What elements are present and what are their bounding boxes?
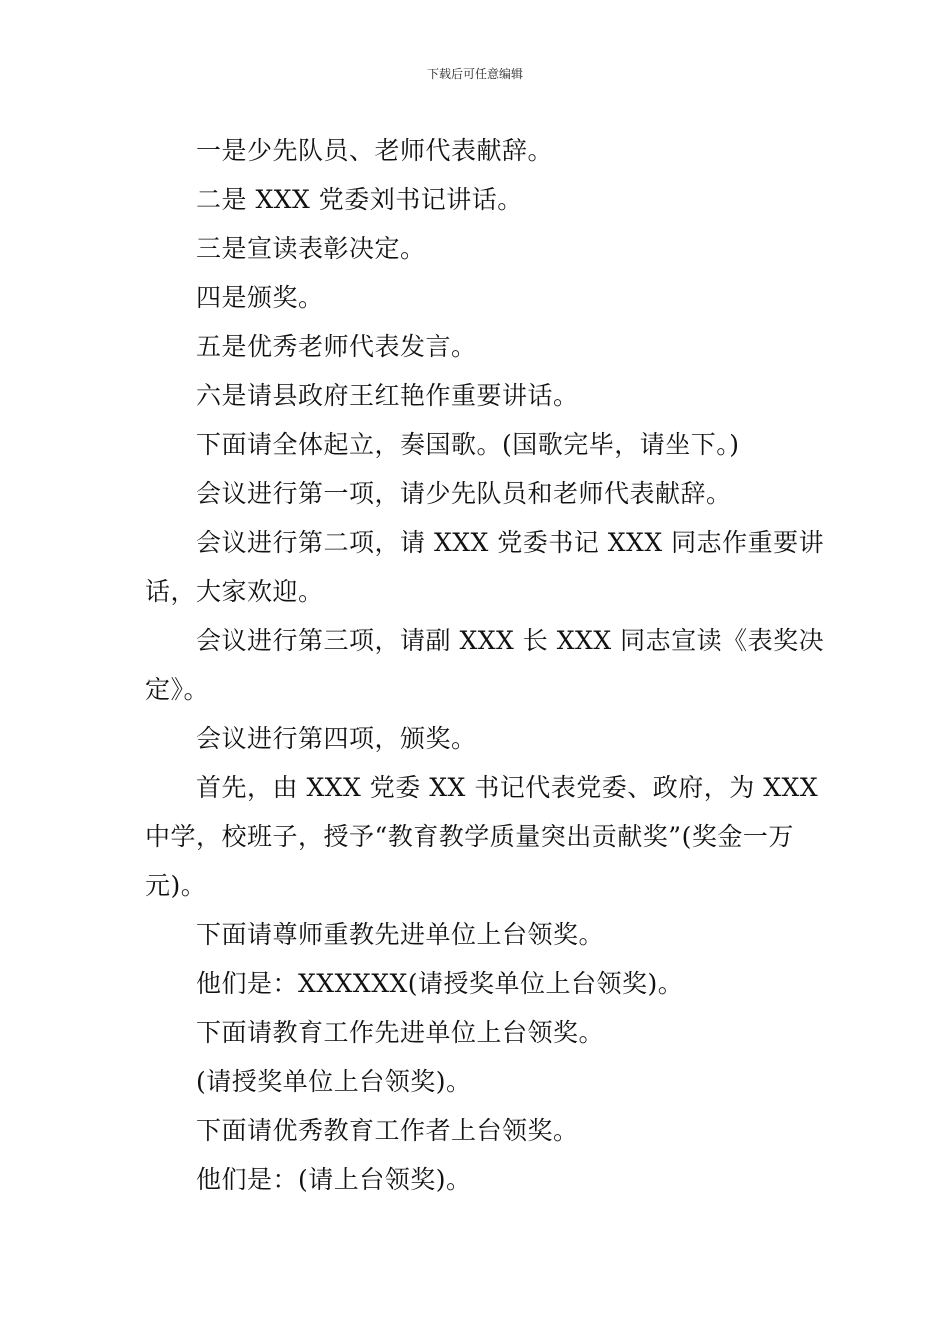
paragraph: 下面请尊师重教先进单位上台领奖。	[196, 920, 605, 949]
paragraph: (请授奖单位上台领奖)。	[196, 1067, 472, 1096]
page-header: 下载后可任意编辑	[426, 67, 523, 81]
paragraph: 首先，由 XXX 党委 XX 书记代表党委、政府，为 XXX 中学，校班子，授予“教育教学质量突出贡献奖”(奖金一万元)。	[145, 773, 819, 900]
paragraph: 会议进行第四项，颁奖。	[196, 724, 477, 753]
paragraph: 他们是：XXXXXX(请授奖单位上台领奖)。	[196, 969, 684, 998]
paragraph: 下面请全体起立，奏国歌。(国歌完毕，请坐下。)	[196, 430, 740, 459]
paragraph: 六是请县政府王红艳作重要讲话。	[196, 381, 579, 410]
paragraph: 他们是：(请上台领奖)。	[196, 1165, 472, 1194]
paragraph: 会议进行第二项，请 XXX 党委书记 XXX 同志作重要讲话，大家欢迎。	[145, 528, 825, 606]
paragraph: 二是 XXX 党委刘书记讲话。	[196, 185, 523, 214]
document-body	[145, 126, 833, 1204]
paragraph: 一是少先队员、老师代表献辞。	[196, 136, 554, 165]
paragraph: 会议进行第一项，请少先队员和老师代表献辞。	[196, 479, 732, 508]
paragraph: 会议进行第三项，请副 XXX 长 XXX 同志宣读《表奖决定》。	[145, 626, 825, 704]
paragraph: 三是宣读表彰决定。	[196, 234, 426, 263]
paragraph: 下面请优秀教育工作者上台领奖。	[196, 1116, 579, 1145]
paragraph: 五是优秀老师代表发言。	[196, 332, 477, 361]
paragraph: 四是颁奖。	[196, 283, 324, 312]
paragraph: 下面请教育工作先进单位上台领奖。	[196, 1018, 605, 1047]
